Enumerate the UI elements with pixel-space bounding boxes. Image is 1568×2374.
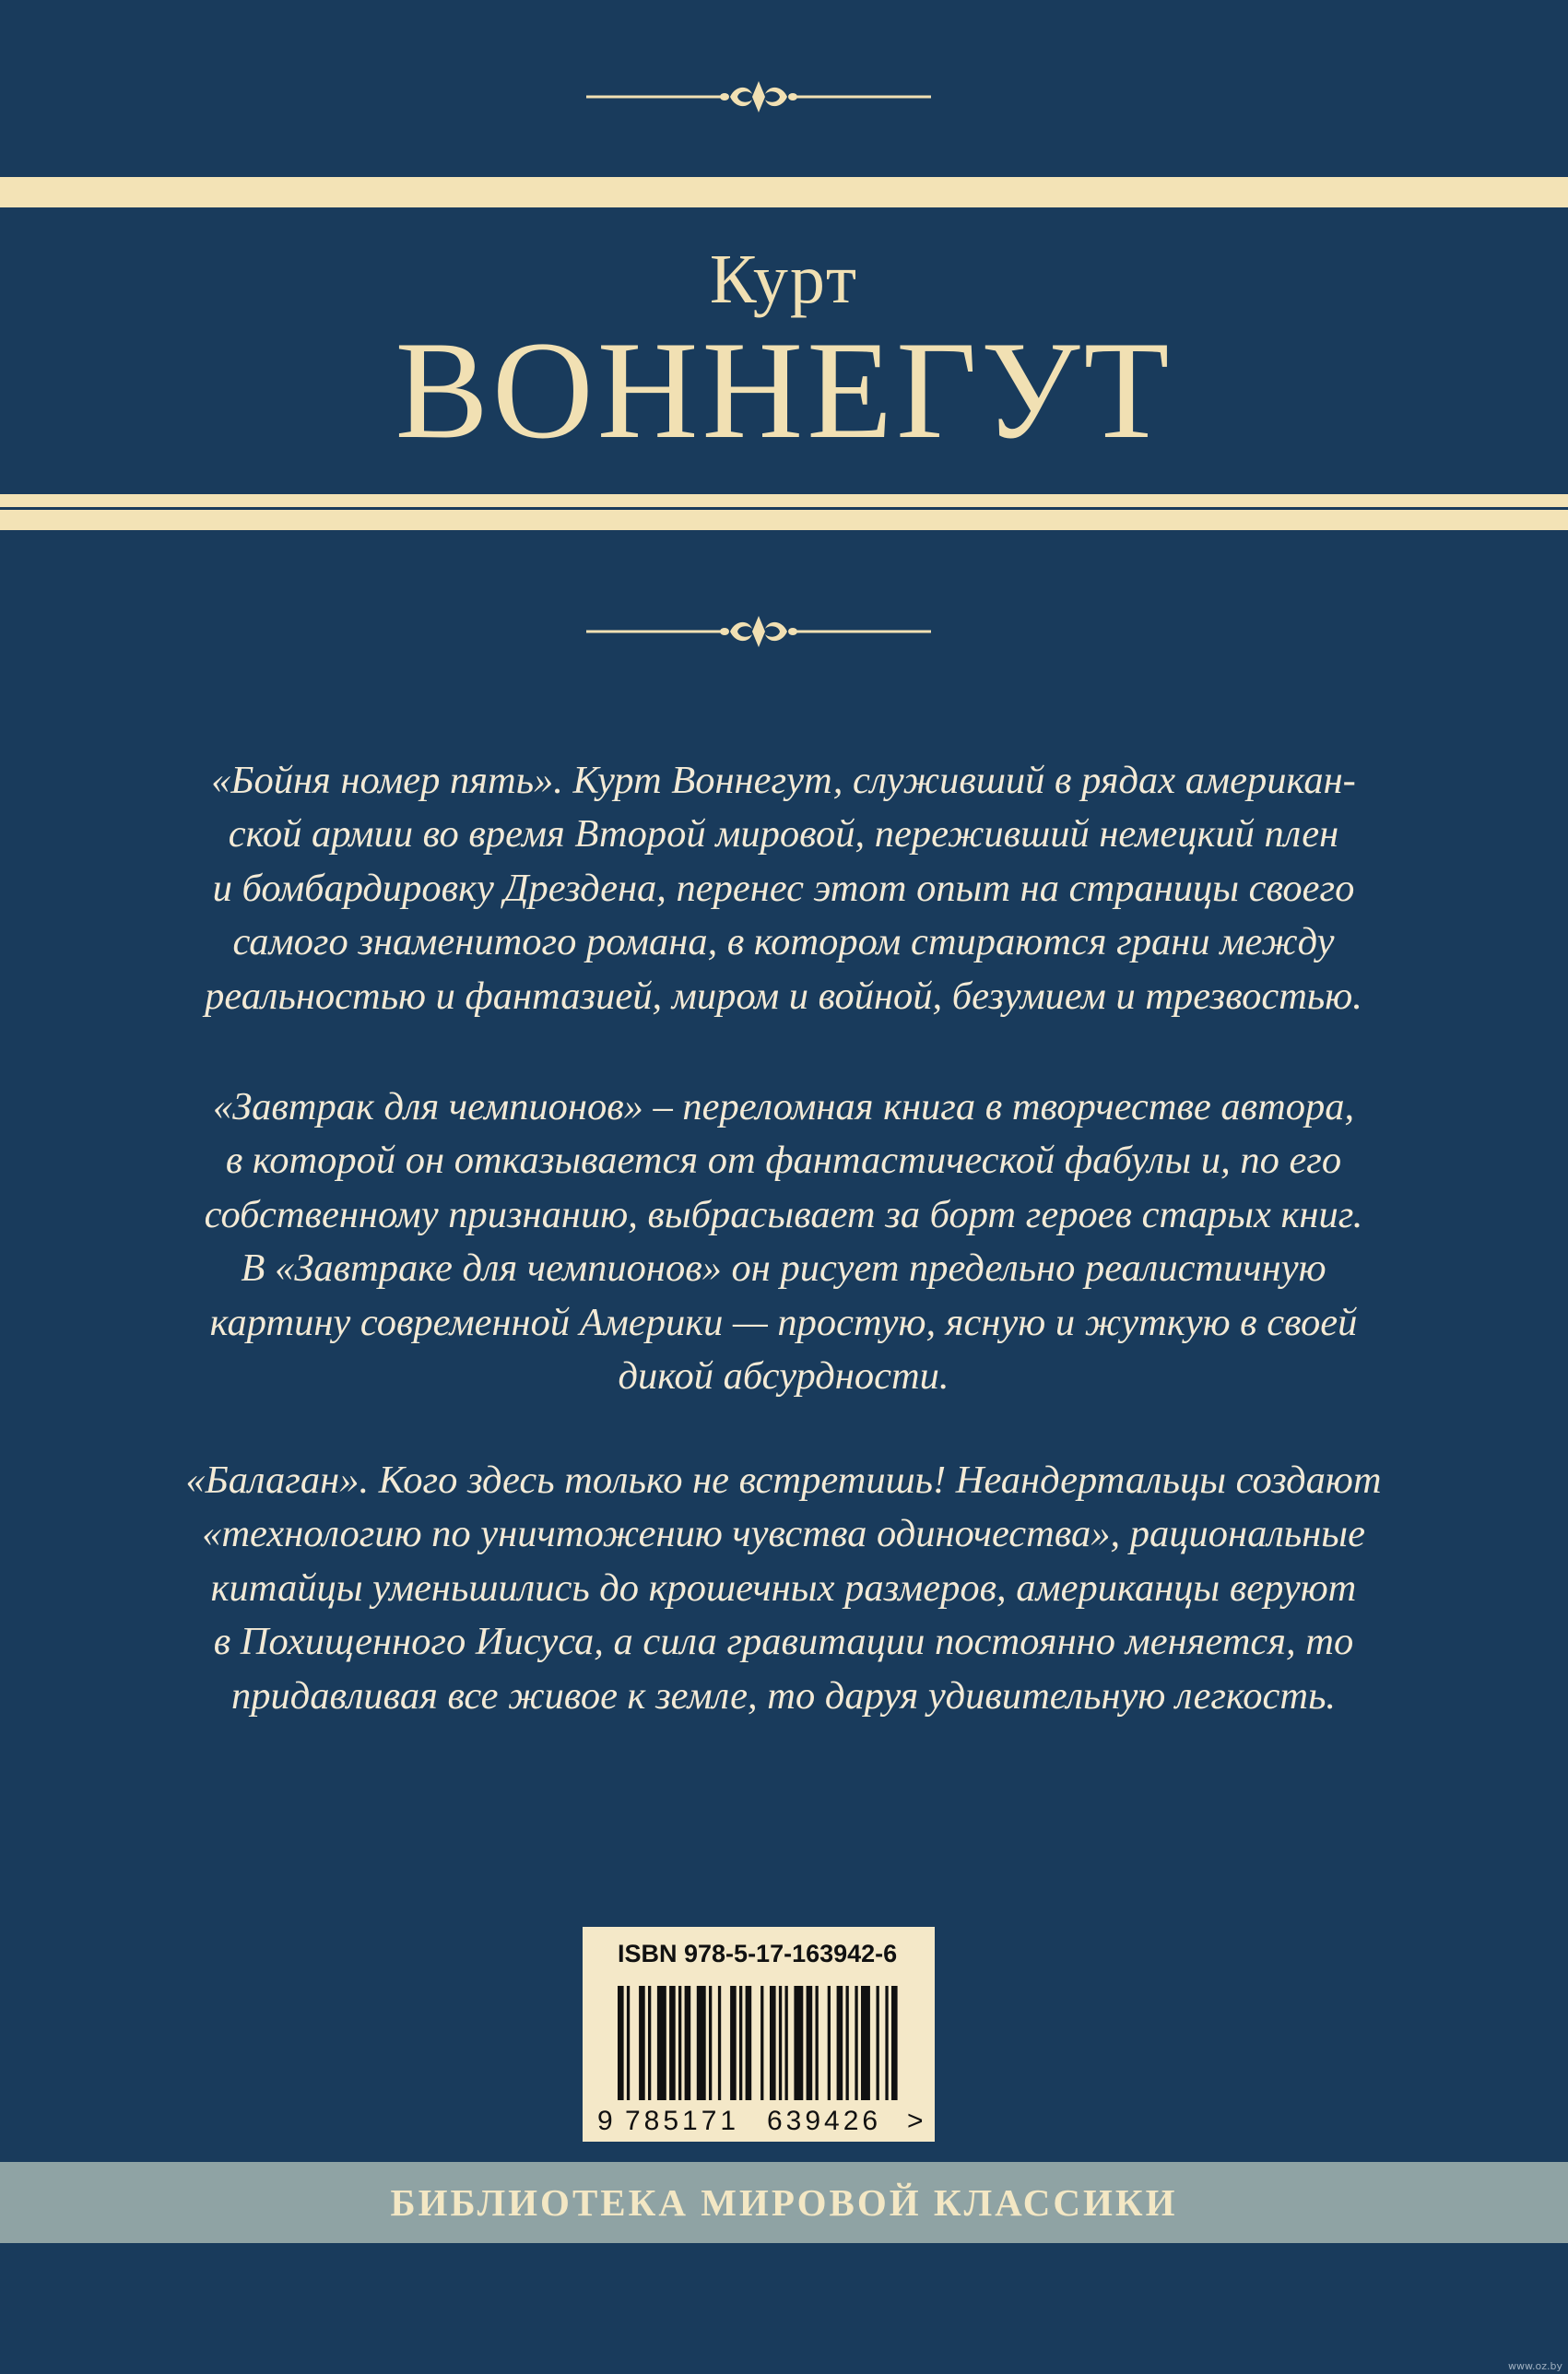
blurb-line: ской армии во время Второй мировой, переживший немецкий плен bbox=[228, 812, 1339, 856]
blurb-line: в Похищенного Иисуса, а сила гравитации постоянно меняется, то bbox=[213, 1620, 1354, 1664]
barcode-bar bbox=[794, 1986, 803, 2100]
barcode-bar bbox=[855, 1986, 857, 2100]
barcode-digit-group-1: 785171 bbox=[625, 2106, 740, 2136]
barcode-bar bbox=[718, 1986, 721, 2100]
author-first-name: Курт bbox=[709, 241, 859, 318]
lower-gold-band-main bbox=[0, 510, 1568, 530]
barcode-bar bbox=[627, 1986, 630, 2100]
barcode-bar bbox=[730, 1986, 737, 2100]
barcode-bar bbox=[891, 1986, 898, 2100]
blurb-line: самого знаменитого романа, в котором стираются грани между bbox=[232, 920, 1335, 964]
barcode-bar bbox=[739, 1986, 742, 2100]
barcode-bar bbox=[669, 1986, 676, 2100]
barcode-bar bbox=[760, 1986, 763, 2100]
barcode-bar bbox=[746, 1986, 752, 2100]
blurb-line: в которой он отказывается от фантастической фабулы и, по его bbox=[225, 1139, 1342, 1183]
flourish-ornament-icon bbox=[586, 76, 931, 118]
blurb-line: «технологию по уничтожению чувства одиночества», рациональные bbox=[202, 1512, 1365, 1556]
barcode-bar bbox=[861, 1986, 870, 2100]
blurb-line: «Бойня номер пять». Курт Воннегут, служивший в рядах американ- bbox=[211, 759, 1356, 802]
barcode-bar bbox=[648, 1986, 651, 2100]
blurb-line: «Балаган». Кого здесь только не встретишь! Неандертальцы создают bbox=[185, 1459, 1382, 1502]
barcode-digit-group-2: 639426 bbox=[767, 2106, 882, 2136]
barcode-bar bbox=[846, 1986, 849, 2100]
blurb-line: реальностью и фантазией, миром и войной, безумием и трезвостью. bbox=[205, 974, 1362, 1018]
barcode-end-mark: > bbox=[907, 2106, 924, 2136]
barcode-bar bbox=[618, 1986, 624, 2100]
barcode-bar bbox=[657, 1986, 666, 2100]
isbn-barcode-box bbox=[583, 1927, 935, 2142]
author-last-name: ВОННЕГУТ bbox=[395, 313, 1173, 467]
blurb-breakfast-of-champions bbox=[101, 1081, 1466, 1403]
barcode-bar bbox=[709, 1986, 712, 2100]
blurb-slaughterhouse-five bbox=[101, 754, 1466, 1023]
blurb-line: придавливая все живое к земле, то даруя удивительную легкость. bbox=[230, 1673, 1337, 1718]
barcode-bar bbox=[816, 1986, 819, 2100]
barcode-bar bbox=[779, 1986, 782, 2100]
series-title: БИБЛИОТЕКА МИРОВОЙ КЛАССИКИ bbox=[390, 2181, 1178, 2224]
barcode-bar bbox=[877, 1986, 879, 2100]
barcode-bar bbox=[678, 1986, 681, 2100]
blurb-line: картину современной Америки — простую, ясную и жуткую в своей bbox=[209, 1300, 1358, 1344]
blurb-line: китайцы уменьшились до крошечных размеров, американцы веруют bbox=[210, 1565, 1357, 1610]
barcode-bar bbox=[685, 1986, 691, 2100]
barcode-digit-first: 9 bbox=[597, 2106, 613, 2136]
top-gold-band bbox=[0, 177, 1568, 207]
blurb-line: дикой абсурдности. bbox=[618, 1354, 949, 1399]
lower-gold-band-upper bbox=[0, 494, 1568, 507]
blurb-line: собственному признанию, выбрасывает за борт героев старых книг. bbox=[204, 1192, 1363, 1236]
blurb-line: В «Завтраке для чемпионов» он рисует предельно реалистичную bbox=[241, 1246, 1326, 1291]
blurb-line: «Завтрак для чемпионов» – переломная книга в творчестве автора, bbox=[212, 1085, 1355, 1128]
barcode-bar bbox=[885, 1986, 888, 2100]
barcode-bar bbox=[828, 1986, 831, 2100]
barcode-bar bbox=[697, 1986, 706, 2100]
barcode-bar bbox=[785, 1986, 788, 2100]
blurb-line: и бомбардировку Дрездена, перенес этот опыт на страницы своего bbox=[212, 866, 1355, 910]
barcode-bar bbox=[807, 1986, 813, 2100]
flourish-ornament-icon bbox=[586, 610, 931, 653]
barcode-bar bbox=[837, 1986, 843, 2100]
barcode-image bbox=[583, 1927, 935, 2142]
isbn-label: ISBN 978-5-17-163942-6 bbox=[618, 1940, 898, 1967]
blurb-slapstick bbox=[101, 1454, 1466, 1723]
barcode-bar bbox=[770, 1986, 776, 2100]
barcode-bar bbox=[639, 1986, 645, 2100]
site-watermark: www.oz.by bbox=[1508, 2360, 1562, 2372]
